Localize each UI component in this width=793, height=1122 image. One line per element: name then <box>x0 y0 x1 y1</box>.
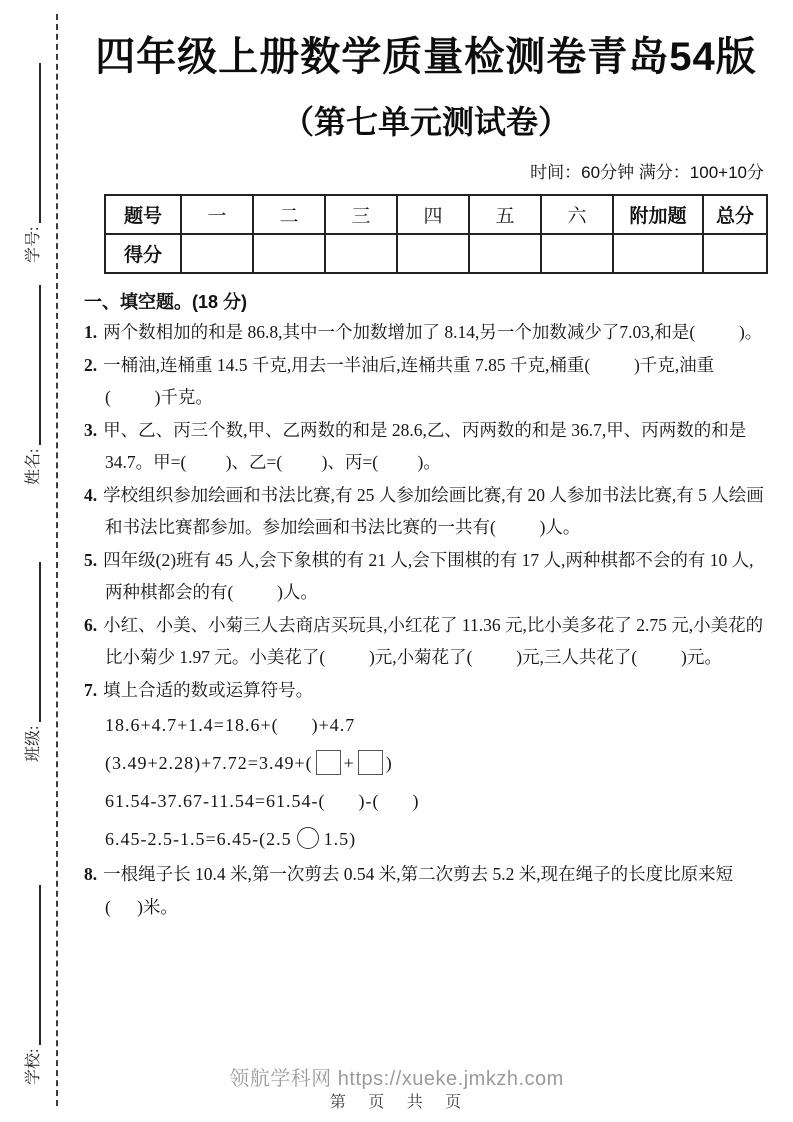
question-text: 一根绳子长 10.4 米,第一次剪去 0.54 米,第二次剪去 5.2 米,现在绳子的长度比原来短( )米。 <box>103 864 734 917</box>
score-cell <box>325 234 397 273</box>
question-8 <box>84 858 768 923</box>
seal-field-name <box>16 285 44 485</box>
equation-1: 18.6+4.7+1.4=18.6+( )+4.7 <box>105 715 356 735</box>
question-text: 学校组织参加绘画和书法比赛,有 25 人参加绘画比赛,有 20 人参加书法比赛,有 5 人绘画和书法比赛都参加。参加绘画和书法比赛的一共有( )人。 <box>103 484 764 537</box>
question-number: 2. <box>84 354 98 375</box>
score-header-cell: 四 <box>397 195 469 234</box>
score-header-cell: 二 <box>253 195 325 234</box>
score-table-header-row <box>105 195 767 234</box>
name-blank-line <box>39 285 41 445</box>
question-6 <box>84 609 768 674</box>
score-cell <box>703 234 767 273</box>
question-number: 4. <box>84 484 98 505</box>
score-cell <box>181 234 253 273</box>
question-text: 填上合适的数或运算符号。 <box>103 679 314 700</box>
equation-2-operator: + <box>343 753 355 773</box>
seal-field-class <box>16 562 44 762</box>
equation-4-prefix: 6.45-2.5-1.5=6.45-(2.5 <box>105 829 292 849</box>
question-number: 3. <box>84 419 98 440</box>
equation-2-suffix: ) <box>385 753 393 773</box>
equation-4-suffix: 1.5) <box>323 829 357 849</box>
question-number: 5. <box>84 549 98 570</box>
class-label: 班级: <box>25 725 42 762</box>
binding-dashed-line <box>56 14 58 1106</box>
score-row-label: 得分 <box>105 234 181 273</box>
page-title: 四年级上册数学质量检测卷青岛54版 <box>95 35 757 79</box>
question-number: 8. <box>84 864 98 884</box>
score-header-cell: 六 <box>541 195 613 234</box>
question-4 <box>84 479 768 544</box>
footer-page-indicator: 第 页 共 页 <box>329 1094 464 1111</box>
blank-circle <box>297 827 319 849</box>
seal-field-school <box>16 885 44 1085</box>
score-header-cell: 五 <box>469 195 541 234</box>
score-cell <box>613 234 703 273</box>
question-text: 一桶油,连桶重 14.5 千克,用去一半油后,连桶共重 7.85 千克,桶重( )千克,油重( )千克。 <box>103 354 715 407</box>
blank-box <box>358 750 383 775</box>
score-header-cell: 三 <box>325 195 397 234</box>
class-blank-line <box>39 562 41 722</box>
exam-meta: 时间：60分钟 满分：100+10分 <box>530 163 764 182</box>
seal-field-student-id <box>16 63 44 263</box>
score-header-cell: 总分 <box>703 195 767 234</box>
score-header-cell: 一 <box>181 195 253 234</box>
section-one-heading: 一、填空题。(18 分) <box>84 292 248 312</box>
question-3 <box>84 414 768 479</box>
question-7-equations <box>84 706 768 858</box>
question-7 <box>84 674 768 707</box>
student-id-blank-line <box>39 63 41 223</box>
page-subtitle: （第七单元测试卷） <box>281 104 570 140</box>
score-cell <box>253 234 325 273</box>
score-header-cell: 题号 <box>105 195 181 234</box>
school-blank-line <box>39 885 41 1045</box>
score-cell <box>469 234 541 273</box>
footer-site-url: 领航学科网 https://xueke.jmkzh.com <box>229 1068 564 1090</box>
question-1 <box>84 316 768 349</box>
question-text: 四年级(2)班有 45 人,会下象棋的有 21 人,会下围棋的有 17 人,两种棋都不会的有 10 人,两种棋都会的有( )人。 <box>103 549 754 602</box>
equation-2 <box>105 744 768 782</box>
equation-2-prefix: (3.49+2.28)+7.72=3.49+( <box>105 753 313 773</box>
question-number: 1. <box>84 322 98 342</box>
question-text: 甲、乙、丙三个数,甲、乙两数的和是 28.6,乙、丙两数的和是 36.7,甲、丙两数的和是 34.7。甲=( )、乙=( )、丙=( )。 <box>103 419 747 472</box>
question-number: 6. <box>84 614 98 635</box>
question-text: 小红、小美、小菊三人去商店买玩具,小红花了 11.36 元,比小美多花了 2.75 元,小美花的比小菊少 1.97 元。小美花了( )元,小菊花了( )元,三人共花了( )元。 <box>103 614 764 667</box>
score-cell <box>541 234 613 273</box>
score-header-cell: 附加题 <box>613 195 703 234</box>
name-label: 姓名: <box>25 448 42 485</box>
question-text: 两个数相加的和是 86.8,其中一个加数增加了 8.14,另一个加数减少了7.03,和是( )。 <box>103 322 763 342</box>
question-2 <box>84 349 768 414</box>
score-table <box>104 194 768 274</box>
score-cell <box>397 234 469 273</box>
blank-box <box>316 750 341 775</box>
score-table-score-row <box>105 234 767 273</box>
question-5 <box>84 544 768 609</box>
equation-4 <box>105 820 768 858</box>
student-id-label: 学号: <box>25 226 42 263</box>
main-content <box>84 0 768 923</box>
school-label: 学校: <box>25 1048 42 1085</box>
question-number: 7. <box>84 679 98 700</box>
equation-3: 61.54-37.67-11.54=61.54-( )-( ) <box>105 791 420 811</box>
